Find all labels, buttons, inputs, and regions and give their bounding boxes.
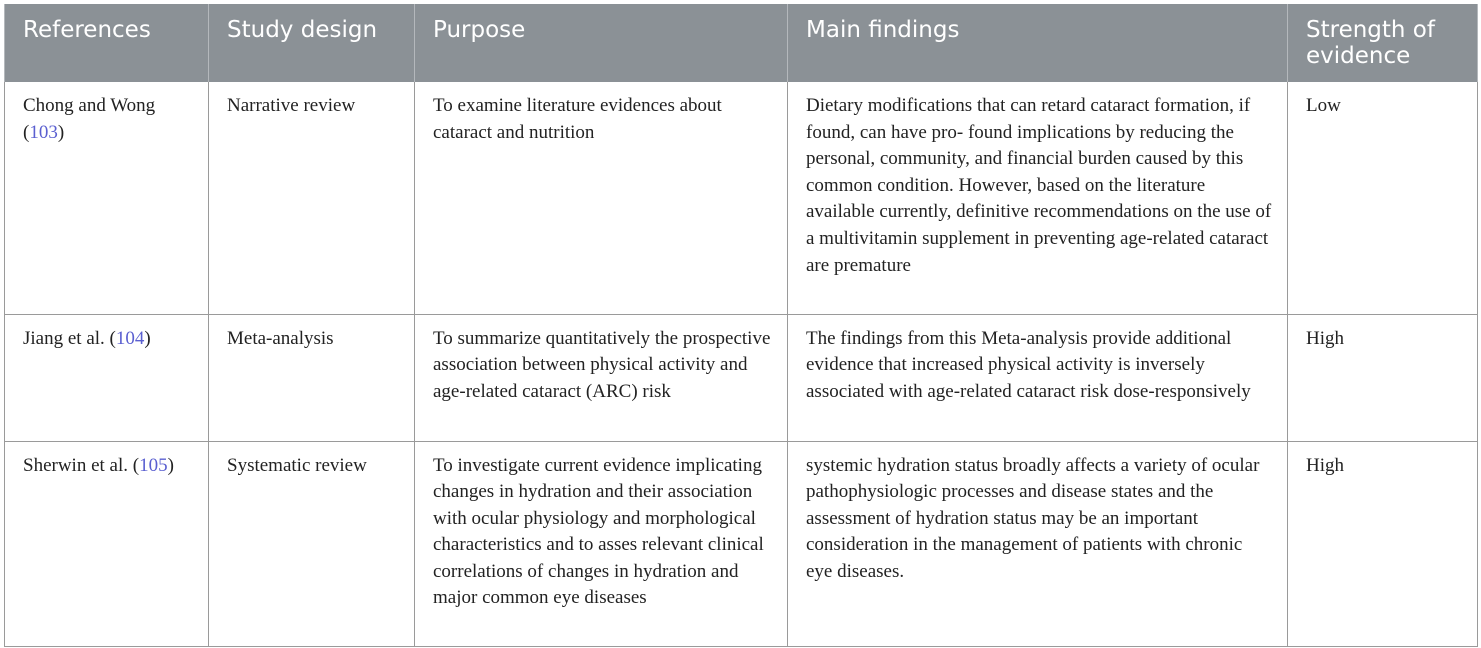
table-row — [5, 441, 1478, 646]
cell-main-findings: Dietary modifications that can retard cataract formation, if found, can have pro- found implications by reducing the personal, community, and financial burden caused by this common condition. However, based on the literature available currently, definitive recommendations on the use of a multivitamin supplement in preventing age-related cataract are premature — [788, 82, 1288, 314]
header-strength-of-evidence: Strength of evidence — [1288, 4, 1478, 82]
reference-link-104[interactable]: 104 — [115, 327, 145, 349]
cell-reference — [5, 82, 209, 314]
cell-reference — [5, 441, 209, 646]
reference-author: Sherwin et al. — [23, 454, 129, 476]
reference-close-paren: ) — [167, 454, 174, 476]
reference-close-paren: ) — [57, 121, 65, 143]
header-main-findings: Main findings — [788, 4, 1288, 82]
reference-author: Chong and Wong — [23, 95, 156, 116]
cell-purpose: To summarize quantitatively the prospective association between physical activity and age-related cataract (ARC) risk — [415, 314, 788, 441]
cell-strength: High — [1288, 314, 1478, 441]
header-purpose: Purpose — [415, 4, 788, 82]
evidence-table-container — [4, 4, 1477, 647]
table-row — [5, 82, 1478, 314]
evidence-table — [4, 4, 1478, 647]
table-row — [5, 314, 1478, 441]
reference-link-105[interactable]: 105 — [139, 454, 168, 476]
table-header-row — [5, 4, 1478, 82]
cell-main-findings: systemic hydration status broadly affects a variety of ocular pathophysiologic processes and disease states and the assessment of hydration status may be an important consideration in the management of patients with chronic eye diseases. — [788, 441, 1288, 646]
cell-main-findings: The findings from this Meta-analysis provide additional evidence that increased physical activity is inversely associated with age-related cataract risk dose-responsively — [788, 314, 1288, 441]
reference-author: Jiang et al. — [23, 327, 105, 349]
cell-strength: Low — [1288, 82, 1478, 314]
header-references: References — [5, 4, 209, 82]
cell-study-design: Systematic review — [209, 441, 415, 646]
cell-purpose: To examine literature evidences about cataract and nutrition — [415, 82, 788, 314]
header-study-design: Study design — [209, 4, 415, 82]
reference-close-paren: ) — [144, 327, 151, 349]
reference-open-paren: ( — [109, 327, 116, 349]
cell-reference — [5, 314, 209, 441]
reference-open-paren: ( — [23, 121, 30, 143]
cell-strength: High — [1288, 441, 1478, 646]
reference-link-103[interactable]: 103 — [29, 121, 58, 143]
cell-study-design: Narrative review — [209, 82, 415, 314]
reference-open-paren: ( — [132, 454, 140, 476]
cell-purpose: To investigate current evidence implicating changes in hydration and their association with ocular physiology and morphological characteristics and to asses relevant clinical correlations of changes in hydration and major common eye diseases — [415, 441, 788, 646]
cell-study-design: Meta-analysis — [209, 314, 415, 441]
